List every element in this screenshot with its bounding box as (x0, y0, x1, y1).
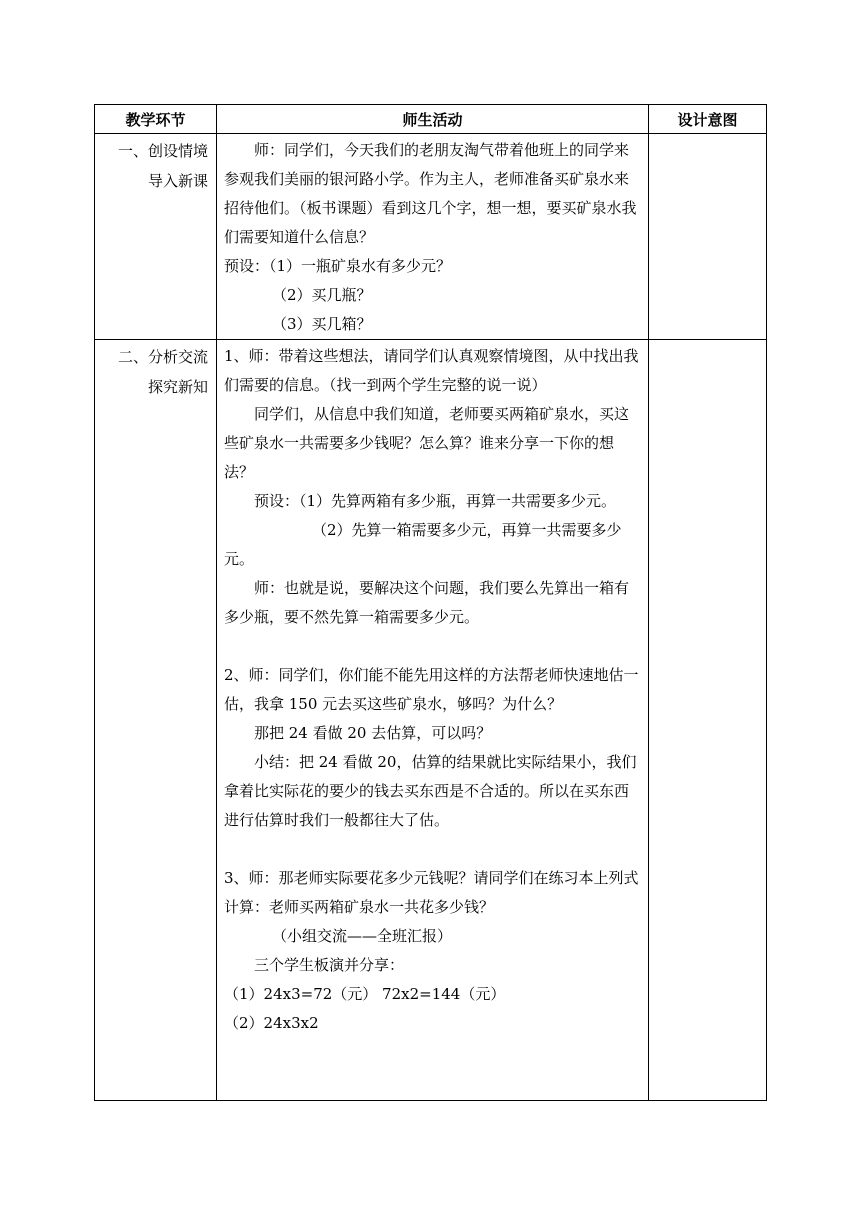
activity-cell (217, 340, 649, 1101)
section-row-intro (95, 134, 767, 340)
spacer (224, 835, 642, 864)
header-design-intent: 设计意图 (649, 105, 767, 134)
lesson-plan-table (94, 104, 767, 1101)
paragraph: 预设：（1）先算两箱有多少瓶，再算一共需要多少元。 (254, 492, 617, 510)
section-title (95, 134, 217, 340)
section-row-explore (95, 340, 767, 1101)
header-activities: 师生活动 (217, 105, 649, 134)
paragraph: 预设：（1）一瓶矿泉水有多少元？ (224, 257, 452, 275)
activity-cell (217, 134, 649, 340)
section-title-line: 导入新课 (147, 172, 208, 190)
section-title-line: 探究新知 (147, 378, 208, 396)
paragraph: 师：也就是说，要解决这个问题，我们要么先算出一箱有多少瓶，要不然先算一箱需要多少元。 (224, 579, 630, 626)
paragraph: 2、师：同学们，你们能不能先用这样的方法帮老师快速地估一估，我拿 150 元去买这些矿泉水，够吗？为什么？ (224, 666, 639, 713)
paragraph: （2）先算一箱需要多少元，再算一共需要多少元。 (224, 521, 622, 568)
paragraph: 师：同学们，今天我们的老朋友淘气带着他班上的同学来参观我们美丽的银河路小学。作为主人，老师准备买矿泉水来招待他们。（板书课题）看到这几个字，想一想，要买矿泉水我们需要知道什么信息？ (224, 141, 637, 246)
section-title-line: 一、创设情境 (117, 142, 208, 160)
paragraph: 同学们，从信息中我们知道，老师要买两箱矿泉水，买这些矿泉水一共需要多少钱呢？怎么算？谁来分享一下你的想法？ (224, 405, 630, 481)
header-teaching-stage: 教学环节 (95, 105, 217, 134)
paragraph: （2）24x3x2 (224, 1014, 319, 1032)
paragraph: （3）买几箱？ (272, 315, 372, 333)
paragraph: 那把 24 看做 20 去估算，可以吗？ (254, 724, 492, 742)
paragraph: （1）24x3=72（元） 72x2=144（元） (224, 985, 506, 1003)
intent-cell (649, 134, 767, 340)
paragraph: 三个学生板演并分享： (254, 956, 405, 974)
intent-cell (649, 340, 767, 1101)
paragraph: （2）买几瓶？ (272, 286, 372, 304)
paragraph: 小结：把 24 看做 20，估算的结果就比实际结果小，我们拿着比实际花的要少的钱去买东西是不合适的。所以在买东西进行估算时我们一般都往大了估。 (224, 753, 637, 829)
paragraph: （小组交流——全班汇报） (272, 927, 453, 945)
paragraph: 3、师：那老师实际要花多少元钱呢？请同学们在练习本上列式计算：老师买两箱矿泉水一共花多少钱？ (224, 869, 639, 916)
header-row (95, 105, 767, 134)
spacer (224, 632, 642, 661)
paragraph: 1、师：带着这些想法，请同学们认真观察情境图，从中找出我们需要的信息。（找一到两个学生完整的说一说） (224, 347, 639, 394)
section-title-line: 二、分析交流 (117, 348, 208, 366)
section-title (95, 340, 217, 1101)
